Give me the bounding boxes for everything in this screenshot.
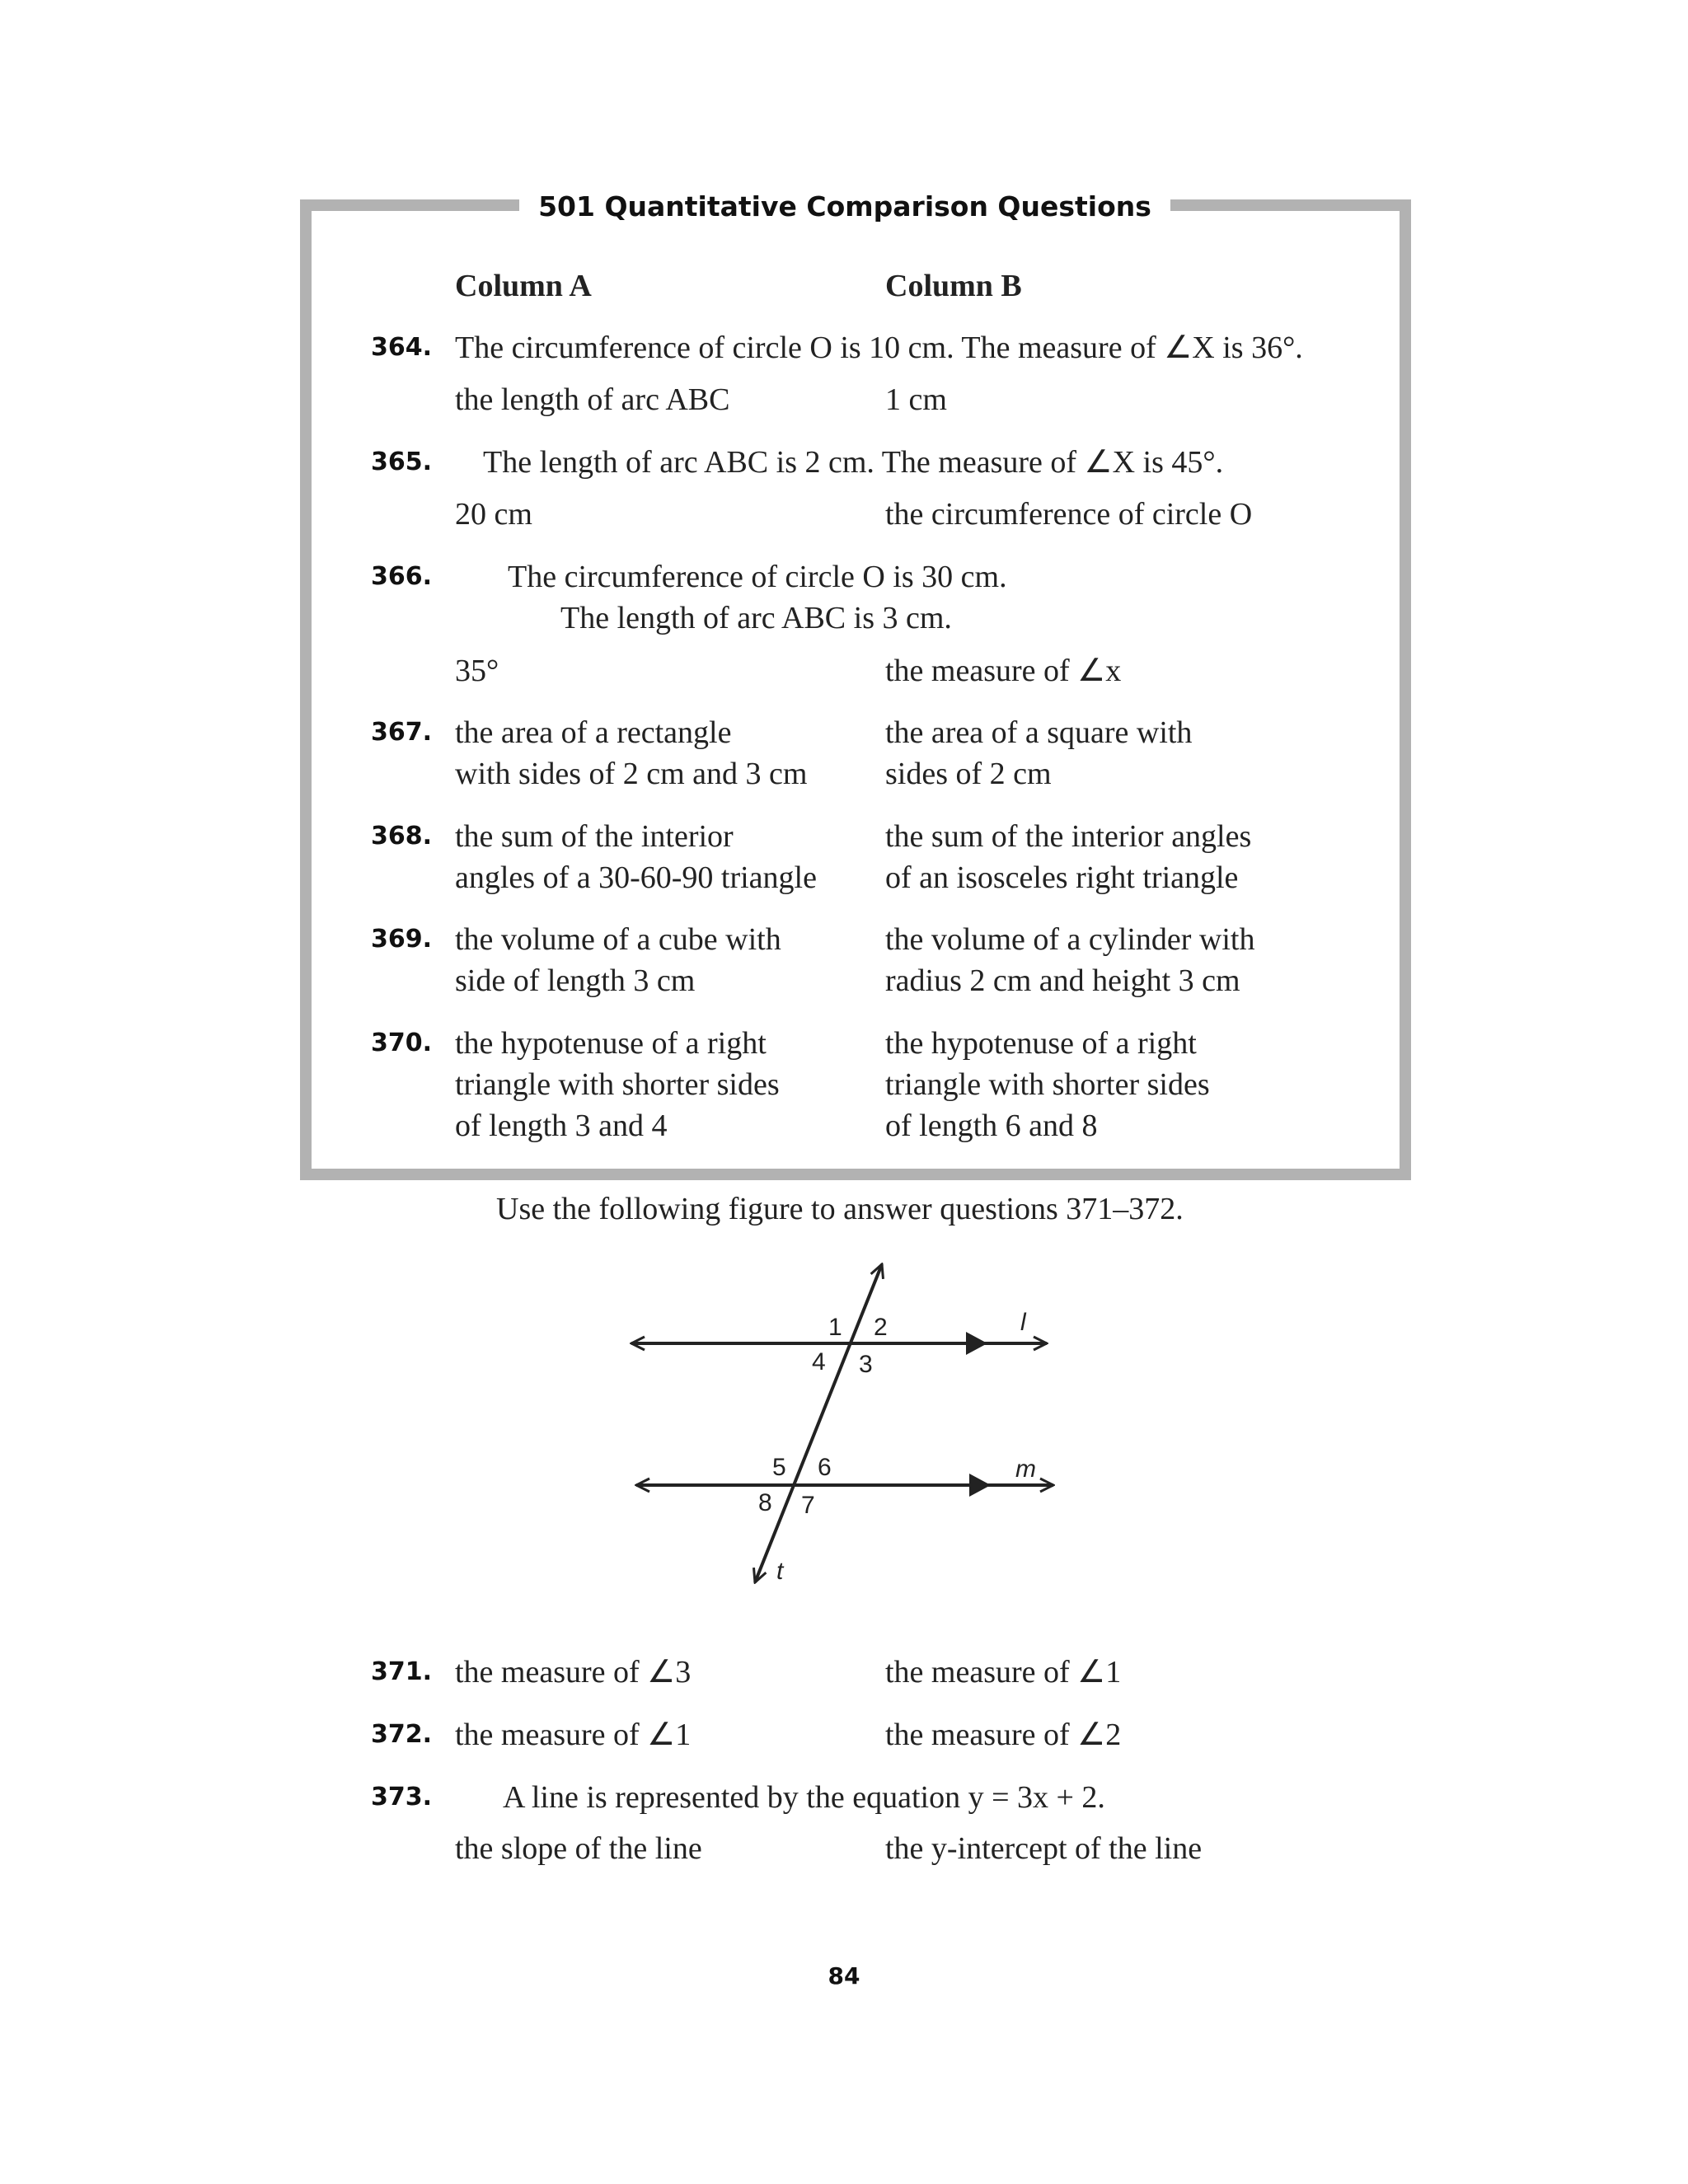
line-m-direction-marker: [969, 1474, 991, 1497]
question-367-column-b-line-2: sides of 2 cm: [885, 757, 1052, 791]
question-number-364: 364.: [371, 333, 433, 362]
question-368-column-a-line-2: angles of a 30-60-90 triangle: [455, 860, 817, 895]
question-number-370: 370.: [371, 1029, 433, 1057]
angle-2-label: 2: [874, 1314, 888, 1341]
question-number-371: 371.: [371, 1657, 433, 1686]
question-number-373: 373.: [371, 1783, 433, 1811]
angle-8-label: 8: [758, 1489, 772, 1516]
line-l-label: l: [1020, 1309, 1026, 1336]
question-370-column-b-line-1: the hypotenuse of a right: [885, 1026, 1197, 1061]
figure-instructions: Use the following figure to answer questions 371–372.: [496, 1192, 1184, 1226]
line-l-direction-marker: [966, 1332, 987, 1355]
question-370-column-a-line-1: the hypotenuse of a right: [455, 1026, 767, 1061]
question-367-column-a-line-2: with sides of 2 cm and 3 cm: [455, 757, 808, 791]
question-373-column-b: the y-intercept of the line: [885, 1831, 1203, 1866]
question-366-column-b: the measure of ∠x: [885, 654, 1122, 688]
question-number-367: 367.: [371, 718, 433, 747]
question-367-column-b-line-1: the area of a square with: [885, 715, 1193, 750]
line-t-label: t: [776, 1558, 784, 1585]
question-370-column-b-line-2: triangle with shorter sides: [885, 1067, 1210, 1102]
question-364-column-a: the length of arc ABC: [455, 382, 730, 417]
question-number-369: 369.: [371, 925, 433, 954]
question-369-column-b-line-2: radius 2 cm and height 3 cm: [885, 963, 1240, 998]
column-a-heading: Column A: [455, 269, 592, 303]
question-number-365: 365.: [371, 448, 433, 476]
question-364-column-b: 1 cm: [885, 382, 947, 417]
angle-6-label: 6: [818, 1454, 832, 1481]
question-371-column-b: the measure of ∠1: [885, 1655, 1122, 1690]
question-364-stem: The circumference of circle O is 10 cm. The measure of ∠X is 36°.: [455, 330, 1303, 365]
line-m-label: m: [1015, 1455, 1036, 1483]
question-373-stem: A line is represented by the equation y = 3x + 2.: [503, 1780, 1105, 1815]
question-368-column-a-line-1: the sum of the interior: [455, 819, 734, 854]
question-number-368: 368.: [371, 822, 433, 851]
question-366-stem-line-2: The length of arc ABC is 3 cm.: [560, 601, 952, 635]
line-t: [755, 1264, 882, 1582]
question-369-column-b-line-1: the volume of a cylinder with: [885, 922, 1255, 957]
question-369-column-a-line-2: side of length 3 cm: [455, 963, 696, 998]
question-368-column-b-line-1: the sum of the interior angles: [885, 819, 1252, 854]
page-header-title: 501 Quantitative Comparison Questions: [519, 186, 1170, 227]
question-370-column-a-line-2: triangle with shorter sides: [455, 1067, 780, 1102]
angle-3-label: 3: [859, 1351, 873, 1378]
question-367-column-a-line-1: the area of a rectangle: [455, 715, 732, 750]
question-365-column-a: 20 cm: [455, 497, 532, 532]
question-371-column-a: the measure of ∠3: [455, 1655, 692, 1690]
parallel-lines-transversal-figure: [602, 1253, 1080, 1599]
question-number-366: 366.: [371, 562, 433, 591]
question-368-column-b-line-2: of an isosceles right triangle: [885, 860, 1239, 895]
question-365-stem: The length of arc ABC is 2 cm. The measure of ∠X is 45°.: [483, 445, 1224, 480]
question-373-column-a: the slope of the line: [455, 1831, 702, 1866]
question-number-372: 372.: [371, 1720, 433, 1749]
column-b-heading: Column B: [885, 269, 1022, 303]
question-370-column-a-line-3: of length 3 and 4: [455, 1108, 668, 1143]
angle-4-label: 4: [812, 1348, 826, 1376]
angle-7-label: 7: [801, 1492, 815, 1519]
question-369-column-a-line-1: the volume of a cube with: [455, 922, 781, 957]
question-366-stem-line-1: The circumference of circle O is 30 cm.: [508, 560, 1007, 594]
question-366-column-a: 35°: [455, 654, 499, 688]
angle-1-label: 1: [828, 1314, 842, 1341]
question-372-column-a: the measure of ∠1: [455, 1718, 692, 1752]
page-number: 84: [781, 1958, 907, 1994]
question-372-column-b: the measure of ∠2: [885, 1718, 1122, 1752]
question-365-column-b: the circumference of circle O: [885, 497, 1253, 532]
angle-5-label: 5: [772, 1454, 786, 1481]
question-370-column-b-line-3: of length 6 and 8: [885, 1108, 1098, 1143]
